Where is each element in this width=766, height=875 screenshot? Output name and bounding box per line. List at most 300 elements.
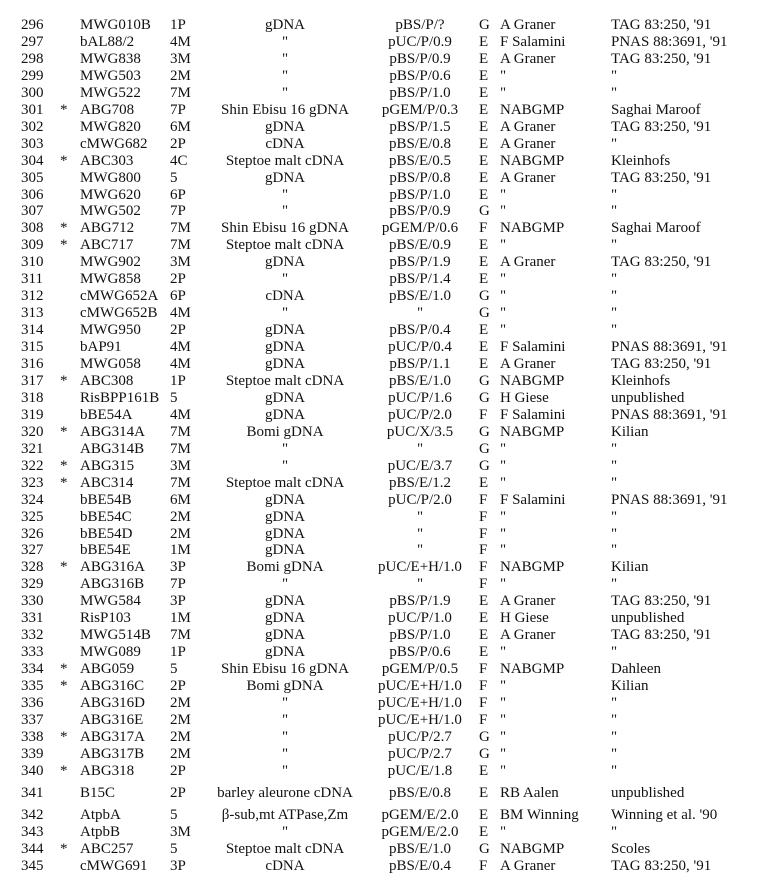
row-number: 332 xyxy=(21,627,44,644)
row-number: 310 xyxy=(21,254,44,271)
dna-source: " xyxy=(281,711,289,728)
reference: " xyxy=(611,711,618,728)
supplier: " xyxy=(500,84,507,101)
core-marker-asterisk: * xyxy=(60,152,68,169)
table-row xyxy=(0,441,766,458)
copy-class: E xyxy=(479,135,489,152)
supplier: A Graner xyxy=(500,169,556,186)
reference: TAG 83:250, '91 xyxy=(611,17,712,33)
chromosome-arm: 2M xyxy=(170,525,191,542)
chromosome-arm: 4M xyxy=(170,356,191,372)
reference: TAG 83:250, '91 xyxy=(611,356,712,372)
reference: " xyxy=(611,271,618,288)
reference: Saghai Maroof xyxy=(611,101,701,118)
dna-source: Bomi gDNA xyxy=(246,423,324,440)
clone-name: cMWG652B xyxy=(80,305,158,322)
dna-source: Bomi gDNA xyxy=(246,559,324,576)
clone-name: bAP91 xyxy=(80,339,122,356)
row-number: 334 xyxy=(21,661,44,678)
chromosome-arm: 2M xyxy=(170,508,191,525)
copy-class: E xyxy=(479,644,489,661)
core-marker-asterisk: * xyxy=(60,559,68,576)
chromosome-arm: 4M xyxy=(170,305,191,322)
chromosome-arm: 1P xyxy=(170,644,186,661)
reference: " xyxy=(611,84,618,101)
row-number: 328 xyxy=(21,559,44,576)
supplier: " xyxy=(500,474,507,491)
chromosome-arm: 1P xyxy=(170,372,186,389)
row-number: 305 xyxy=(21,169,44,186)
row-number: 298 xyxy=(21,50,44,67)
row-number: 301 xyxy=(21,101,44,118)
chromosome-arm: 1M xyxy=(170,610,191,627)
clone-name: bBE54C xyxy=(80,508,132,525)
dna-source: barley aleurone cDNA xyxy=(217,784,353,801)
row-number: 318 xyxy=(21,389,44,406)
clone-name: ABG316A xyxy=(80,559,146,576)
reference: " xyxy=(611,186,618,203)
dna-source: " xyxy=(281,50,289,67)
table-row xyxy=(0,51,766,68)
reference: unpublished xyxy=(611,784,685,801)
reference: " xyxy=(611,762,618,779)
vector-insert: pUC/E/3.7 xyxy=(387,457,453,474)
vector-insert: pBS/P/0.4 xyxy=(389,322,451,339)
vector-insert: pUC/E+H/1.0 xyxy=(378,695,462,711)
copy-class: F xyxy=(479,857,488,874)
chromosome-arm: 7M xyxy=(170,440,191,457)
chromosome-arm: 3P xyxy=(170,559,186,576)
reference: Dahleen xyxy=(611,661,661,678)
clone-name: ABG708 xyxy=(80,101,135,118)
chromosome-arm: 2P xyxy=(170,322,186,339)
chromosome-arm: 2M xyxy=(170,711,191,728)
row-number: 319 xyxy=(21,406,44,423)
row-number: 296 xyxy=(21,17,44,33)
chromosome-arm: 2M xyxy=(170,67,191,84)
supplier: BM Winning xyxy=(500,806,579,823)
row-number: 324 xyxy=(21,491,44,508)
clone-name: AtpbB xyxy=(80,823,121,840)
row-number: 345 xyxy=(21,857,44,874)
row-number: 327 xyxy=(21,542,44,559)
reference: " xyxy=(611,542,618,559)
copy-class: G xyxy=(479,745,490,762)
vector-insert: pBS/P/0.6 xyxy=(389,644,451,661)
dna-source: gDNA xyxy=(265,610,305,627)
supplier: " xyxy=(500,678,507,695)
table-row xyxy=(0,475,766,492)
supplier: A Graner xyxy=(500,593,556,610)
reference: " xyxy=(611,305,618,322)
clone-name: AtpbA xyxy=(80,806,121,823)
clone-name: cMWG682 xyxy=(80,135,148,152)
clone-name: MWG950 xyxy=(80,322,141,339)
row-number: 306 xyxy=(21,186,44,203)
chromosome-arm: 3M xyxy=(170,823,191,840)
table-row xyxy=(0,695,766,712)
copy-class: F xyxy=(479,711,488,728)
clone-name: MWG820 xyxy=(80,118,141,135)
row-number: 304 xyxy=(21,152,44,169)
dna-source: gDNA xyxy=(265,542,305,559)
row-number: 321 xyxy=(21,440,44,457)
clone-name: RisBPP161B xyxy=(80,389,160,406)
clone-name: MWG058 xyxy=(80,356,141,372)
table-row xyxy=(0,187,766,204)
table-row xyxy=(0,254,766,271)
dna-source: β-sub,mt ATPase,Zm xyxy=(221,806,349,823)
row-number: 297 xyxy=(21,33,44,50)
row-number: 343 xyxy=(21,823,44,840)
copy-class: E xyxy=(479,627,489,644)
chromosome-arm: 6M xyxy=(170,491,191,508)
supplier: " xyxy=(500,288,507,305)
vector-insert: " xyxy=(416,508,424,525)
core-marker-asterisk: * xyxy=(60,423,68,440)
vector-insert: " xyxy=(416,525,424,542)
clone-name: MWG089 xyxy=(80,644,141,661)
clone-name: MWG502 xyxy=(80,203,141,220)
clone-name: MWG902 xyxy=(80,254,141,271)
copy-class: F xyxy=(479,678,488,695)
reference: " xyxy=(611,322,618,339)
clone-name: cMWG691 xyxy=(80,857,148,874)
chromosome-arm: 7M xyxy=(170,84,191,101)
vector-insert: pGEM/P/0.5 xyxy=(381,661,459,678)
copy-class: G xyxy=(479,389,490,406)
table-row xyxy=(0,356,766,373)
dna-source: Shin Ebisu 16 gDNA xyxy=(221,220,349,237)
table-row xyxy=(0,153,766,170)
copy-class: E xyxy=(479,118,489,135)
dna-source: gDNA xyxy=(265,491,305,508)
clone-name: bAL88/2 xyxy=(80,33,135,50)
chromosome-arm: 7M xyxy=(170,423,191,440)
row-number: 317 xyxy=(21,372,44,389)
reference: " xyxy=(611,288,618,305)
table-row xyxy=(0,68,766,85)
reference: " xyxy=(611,457,618,474)
copy-class: F xyxy=(479,576,488,593)
copy-class: E xyxy=(479,67,489,84)
dna-source: cDNA xyxy=(265,288,305,305)
clone-name: MWG620 xyxy=(80,186,141,203)
copy-class: E xyxy=(479,322,489,339)
supplier: " xyxy=(500,525,507,542)
row-number: 309 xyxy=(21,237,44,254)
chromosome-arm: 1M xyxy=(170,542,191,559)
chromosome-arm: 3M xyxy=(170,50,191,67)
core-marker-asterisk: * xyxy=(60,678,68,695)
supplier: RB Aalen xyxy=(500,784,559,801)
table-row xyxy=(0,559,766,576)
reference: Saghai Maroof xyxy=(611,220,701,237)
vector-insert: pBS/P/1.9 xyxy=(389,593,451,610)
supplier: NABGMP xyxy=(500,101,565,118)
chromosome-arm: 2M xyxy=(170,745,191,762)
row-number: 336 xyxy=(21,695,44,711)
chromosome-arm: 7M xyxy=(170,220,191,237)
clone-name: ABC257 xyxy=(80,840,134,857)
supplier: NABGMP xyxy=(500,152,565,169)
chromosome-arm: 2P xyxy=(170,762,186,779)
copy-class: F xyxy=(479,220,488,237)
vector-insert: pUC/E/1.8 xyxy=(387,762,453,779)
clone-name: ABG316E xyxy=(80,711,144,728)
dna-source: cDNA xyxy=(265,857,305,874)
clone-name: ABG314A xyxy=(80,423,146,440)
row-number: 335 xyxy=(21,678,44,695)
supplier: H Giese xyxy=(500,389,549,406)
vector-insert: pUC/P/2.0 xyxy=(388,406,452,423)
vector-insert: pBS/E/1.0 xyxy=(388,288,452,305)
vector-insert: pBS/P/? xyxy=(395,17,445,33)
table-row xyxy=(0,85,766,102)
table-row xyxy=(0,746,766,763)
copy-class: G xyxy=(479,305,490,322)
table-row xyxy=(0,237,766,254)
chromosome-arm: 7M xyxy=(170,474,191,491)
chromosome-arm: 2P xyxy=(170,135,186,152)
chromosome-arm: 6M xyxy=(170,118,191,135)
reference: TAG 83:250, '91 xyxy=(611,857,712,874)
clone-name: ABG316B xyxy=(80,576,145,593)
supplier: F Salamini xyxy=(500,33,566,50)
table-row xyxy=(0,576,766,593)
core-marker-asterisk: * xyxy=(60,457,68,474)
core-marker-asterisk: * xyxy=(60,220,68,237)
chromosome-arm: 6P xyxy=(170,288,186,305)
reference: " xyxy=(611,745,618,762)
dna-source: Steptoe malt cDNA xyxy=(225,474,345,491)
reference: " xyxy=(611,237,618,254)
row-number: 314 xyxy=(21,322,44,339)
table-row xyxy=(0,542,766,559)
chromosome-arm: 7P xyxy=(170,203,186,220)
table-row xyxy=(0,492,766,509)
table-row xyxy=(0,785,766,802)
vector-insert: pBS/P/0.6 xyxy=(389,67,451,84)
reference: TAG 83:250, '91 xyxy=(611,50,712,67)
core-marker-asterisk: * xyxy=(60,762,68,779)
dna-source: gDNA xyxy=(265,508,305,525)
dna-source: Steptoe malt cDNA xyxy=(225,372,345,389)
row-number: 339 xyxy=(21,745,44,762)
chromosome-arm: 2M xyxy=(170,695,191,711)
reference: Kilian xyxy=(611,678,649,695)
dna-source: gDNA xyxy=(265,593,305,610)
supplier: " xyxy=(500,762,507,779)
dna-source: gDNA xyxy=(265,169,305,186)
row-number: 322 xyxy=(21,457,44,474)
row-number: 307 xyxy=(21,203,44,220)
chromosome-arm: 4M xyxy=(170,339,191,356)
row-number: 342 xyxy=(21,806,44,823)
chromosome-arm: 2P xyxy=(170,784,186,801)
supplier: " xyxy=(500,271,507,288)
copy-class: G xyxy=(479,372,490,389)
vector-insert: pUC/P/2.7 xyxy=(388,728,452,745)
supplier: F Salamini xyxy=(500,491,566,508)
copy-class: E xyxy=(479,593,489,610)
reference: TAG 83:250, '91 xyxy=(611,169,712,186)
reference: Kilian xyxy=(611,423,649,440)
copy-class: E xyxy=(479,101,489,118)
reference: " xyxy=(611,440,618,457)
table-row xyxy=(0,407,766,424)
clone-name: MWG838 xyxy=(80,50,141,67)
reference: PNAS 88:3691, '91 xyxy=(611,406,728,423)
vector-insert: pBS/P/1.0 xyxy=(389,627,451,644)
dna-source: gDNA xyxy=(265,644,305,661)
row-number: 308 xyxy=(21,220,44,237)
vector-insert: pBS/P/1.5 xyxy=(389,118,451,135)
vector-insert: " xyxy=(416,542,424,559)
supplier: " xyxy=(500,322,507,339)
copy-class: E xyxy=(479,823,489,840)
clone-name: bBE54A xyxy=(80,406,133,423)
vector-insert: pBS/P/1.0 xyxy=(389,186,451,203)
dna-source: gDNA xyxy=(265,118,305,135)
vector-insert: pBS/E/1.0 xyxy=(388,840,452,857)
copy-class: E xyxy=(479,84,489,101)
clone-name: MWG010B xyxy=(80,17,151,33)
table-row xyxy=(0,858,766,875)
table-row xyxy=(0,610,766,627)
row-number: 337 xyxy=(21,711,44,728)
supplier: A Graner xyxy=(500,627,556,644)
reference: TAG 83:250, '91 xyxy=(611,593,712,610)
clone-name: MWG514B xyxy=(80,627,151,644)
vector-insert: pGEM/E/2.0 xyxy=(381,823,459,840)
vector-insert: pGEM/E/2.0 xyxy=(381,806,459,823)
core-marker-asterisk: * xyxy=(60,728,68,745)
clone-name: ABG316D xyxy=(80,695,146,711)
copy-class: G xyxy=(479,17,490,33)
clone-name: MWG522 xyxy=(80,84,141,101)
vector-insert: pBS/E/1.0 xyxy=(388,372,452,389)
supplier: A Graner xyxy=(500,254,556,271)
supplier: NABGMP xyxy=(500,372,565,389)
chromosome-arm: 7M xyxy=(170,237,191,254)
copy-class: G xyxy=(479,288,490,305)
reference: " xyxy=(611,508,618,525)
copy-class: E xyxy=(479,806,489,823)
table-row xyxy=(0,373,766,390)
clone-name: ABG316C xyxy=(80,678,145,695)
core-marker-asterisk: * xyxy=(60,474,68,491)
supplier: " xyxy=(500,542,507,559)
vector-insert: pBS/E/0.9 xyxy=(388,237,452,254)
reference: " xyxy=(611,728,618,745)
row-number: 325 xyxy=(21,508,44,525)
supplier: NABGMP xyxy=(500,423,565,440)
reference: TAG 83:250, '91 xyxy=(611,254,712,271)
vector-insert: pUC/E+H/1.0 xyxy=(378,711,462,728)
copy-class: E xyxy=(479,33,489,50)
vector-insert: pBS/P/0.9 xyxy=(389,203,451,220)
clone-name: bBE54E xyxy=(80,542,131,559)
reference: TAG 83:250, '91 xyxy=(611,627,712,644)
dna-source: gDNA xyxy=(265,322,305,339)
reference: unpublished xyxy=(611,389,685,406)
clone-name: ABG315 xyxy=(80,457,135,474)
clone-name: ABG317A xyxy=(80,728,146,745)
copy-class: F xyxy=(479,559,488,576)
supplier: F Salamini xyxy=(500,406,566,423)
row-number: 344 xyxy=(21,840,44,857)
row-number: 315 xyxy=(21,339,44,356)
chromosome-arm: 3P xyxy=(170,857,186,874)
dna-source: " xyxy=(281,186,289,203)
row-number: 312 xyxy=(21,288,44,305)
vector-insert: pBS/E/0.8 xyxy=(388,784,452,801)
vector-insert: pUC/E+H/1.0 xyxy=(378,559,462,576)
vector-insert: pUC/P/2.7 xyxy=(388,745,452,762)
clone-name: ABG318 xyxy=(80,762,135,779)
core-marker-asterisk: * xyxy=(60,101,68,118)
chromosome-arm: 4M xyxy=(170,406,191,423)
dna-source: " xyxy=(281,305,289,322)
copy-class: G xyxy=(479,440,490,457)
supplier: " xyxy=(500,745,507,762)
core-marker-asterisk: * xyxy=(60,840,68,857)
chromosome-arm: 3P xyxy=(170,593,186,610)
reference: " xyxy=(611,474,618,491)
chromosome-arm: 6P xyxy=(170,186,186,203)
vector-insert: " xyxy=(416,440,424,457)
row-number: 333 xyxy=(21,644,44,661)
reference: " xyxy=(611,644,618,661)
table-row xyxy=(0,203,766,220)
vector-insert: pBS/E/1.2 xyxy=(388,474,452,491)
row-number: 313 xyxy=(21,305,44,322)
copy-class: G xyxy=(479,457,490,474)
supplier: A Graner xyxy=(500,135,556,152)
reference: " xyxy=(611,525,618,542)
vector-insert: pBS/P/0.9 xyxy=(389,50,451,67)
reference: TAG 83:250, '91 xyxy=(611,118,712,135)
copy-class: E xyxy=(479,339,489,356)
reference: " xyxy=(611,576,618,593)
dna-source: " xyxy=(281,576,289,593)
dna-source: cDNA xyxy=(265,135,305,152)
row-number: 329 xyxy=(21,576,44,593)
copy-class: G xyxy=(479,728,490,745)
supplier: F Salamini xyxy=(500,339,566,356)
row-number: 316 xyxy=(21,356,44,372)
vector-insert: pUC/P/2.0 xyxy=(388,491,452,508)
supplier: " xyxy=(500,440,507,457)
supplier: " xyxy=(500,186,507,203)
chromosome-arm: 4M xyxy=(170,33,191,50)
table-row xyxy=(0,339,766,356)
table-row xyxy=(0,305,766,322)
dna-source: Steptoe malt cDNA xyxy=(225,237,345,254)
table-row xyxy=(0,593,766,610)
dna-source: gDNA xyxy=(265,17,305,33)
table-row xyxy=(0,390,766,407)
copy-class: E xyxy=(479,356,489,372)
copy-class: E xyxy=(479,186,489,203)
vector-insert: pUC/P/0.4 xyxy=(388,339,452,356)
reference: " xyxy=(611,67,618,84)
copy-class: E xyxy=(479,254,489,271)
chromosome-arm: 2P xyxy=(170,678,186,695)
reference: PNAS 88:3691, '91 xyxy=(611,491,728,508)
dna-source: " xyxy=(281,67,289,84)
